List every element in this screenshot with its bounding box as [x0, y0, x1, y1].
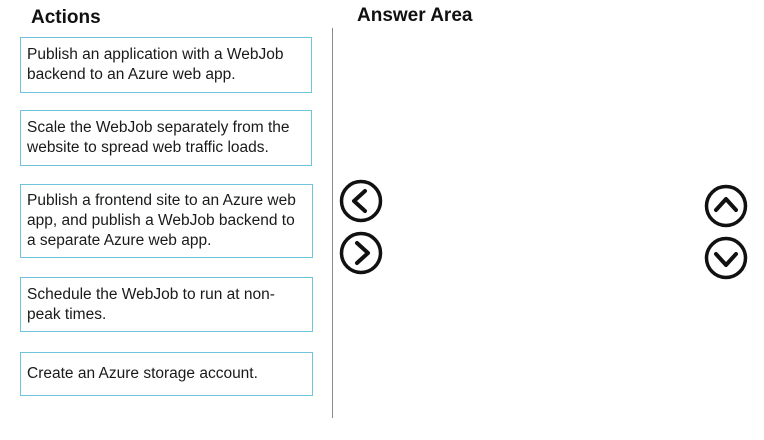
action-item-label: Create an Azure storage account.: [27, 365, 258, 382]
action-item-publish-webjob-backend[interactable]: [20, 37, 312, 93]
action-item-label: Publish a frontend site to an Azure web app, and publish a WebJob backend to a separate Azure web app.: [27, 192, 296, 249]
chevron-right-circle-icon: [339, 231, 383, 275]
chevron-left-circle-icon: [339, 179, 383, 223]
chevron-up-circle-icon: [704, 184, 748, 228]
action-item-create-storage-account[interactable]: [20, 352, 313, 396]
answer-area-heading: Answer Area: [357, 5, 473, 26]
action-item-publish-frontend-and-backend[interactable]: [20, 184, 313, 258]
answer-area-dropzone[interactable]: [390, 35, 690, 415]
move-left-button[interactable]: [339, 179, 383, 223]
chevron-down-circle-icon: [704, 236, 748, 280]
action-item-schedule-webjob[interactable]: [20, 277, 313, 332]
panel-divider: [332, 28, 333, 418]
action-item-label: Schedule the WebJob to run at non-peak times.: [27, 285, 275, 323]
move-up-button[interactable]: [704, 184, 748, 228]
move-right-button[interactable]: [339, 231, 383, 275]
action-item-scale-webjob[interactable]: [20, 110, 312, 166]
actions-heading: Actions: [31, 7, 101, 28]
move-down-button[interactable]: [704, 236, 748, 280]
action-item-label: Scale the WebJob separately from the website to spread web traffic loads.: [27, 119, 290, 156]
action-item-label: Publish an application with a WebJob backend to an Azure web app.: [27, 46, 284, 83]
